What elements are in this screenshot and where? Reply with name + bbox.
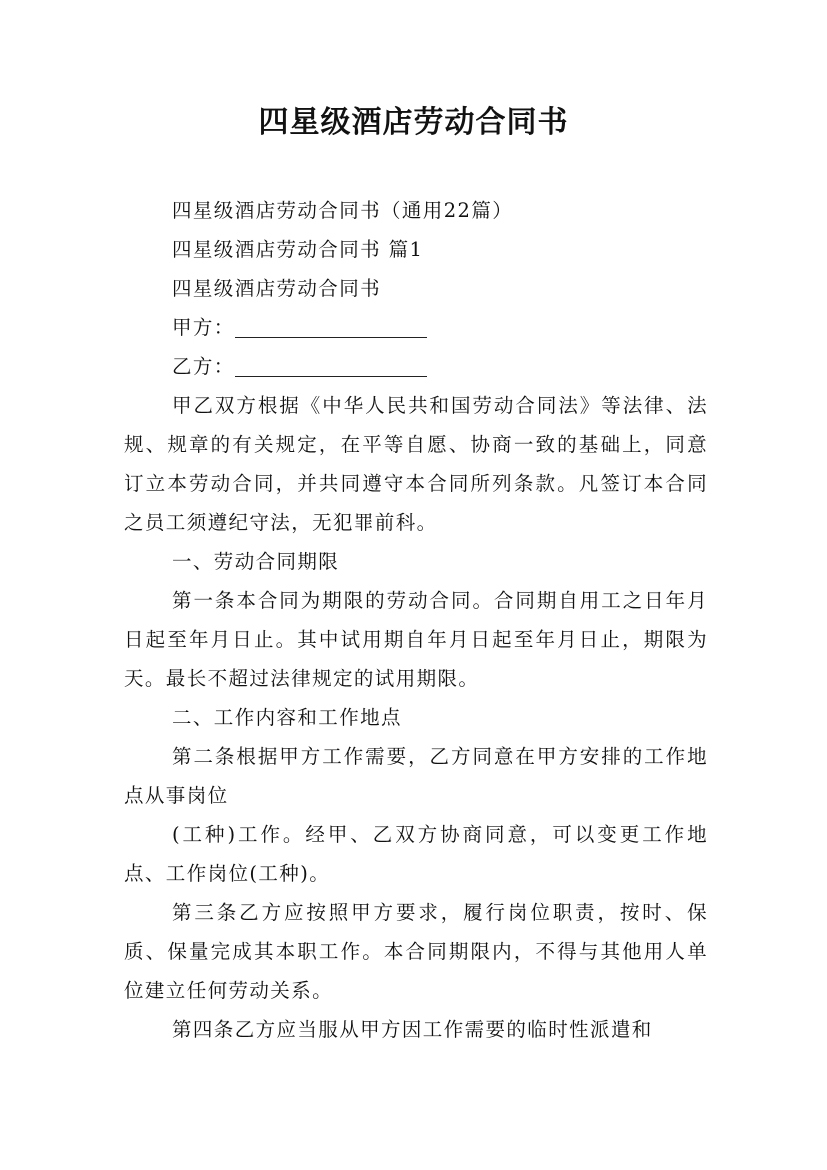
intro-paragraph: 甲乙双方根据《中华人民共和国劳动合同法》等法律、法规、规章的有关规定，在平等自愿、协商一致的基础上，同意订立本劳动合同，并共同遵守本合同所列条款。凡签订本合同之员工须遵纪守法，无犯罪前科。	[124, 394, 708, 534]
section-2-heading: 二、工作内容和工作地点	[172, 706, 402, 729]
document-body	[124, 191, 708, 1049]
article-4-paragraph: 第四条乙方应当服从甲方因工作需要的临时性派遣和	[172, 1018, 653, 1041]
contract-name: 四星级酒店劳动合同书	[172, 277, 382, 300]
party-b-blank	[235, 356, 427, 377]
article-1-paragraph: 第一条本合同为期限的劳动合同。合同期自用工之日年月日起至年月日止。其中试用期自年月日起至年月日止，期限为天。最长不超过法律规定的试用期限。	[124, 589, 708, 690]
party-a-label: 甲方：	[172, 316, 235, 339]
party-b-line	[124, 347, 708, 386]
document-title: 四星级酒店劳动合同书	[258, 105, 569, 140]
document-subtitle: 四星级酒店劳动合同书（通用22篇）	[172, 199, 514, 222]
article-3-paragraph: 第三条乙方应按照甲方要求，履行岗位职责，按时、保质、保量完成其本职工作。本合同期限内，不得与其他用人单位建立任何劳动关系。	[124, 901, 708, 1002]
party-a-blank	[235, 317, 427, 338]
article-2-continuation: (工种)工作。经甲、乙双方协商同意，可以变更工作地点、工作岗位(工种)。	[124, 823, 708, 885]
article-2-paragraph: 第二条根据甲方工作需要，乙方同意在甲方安排的工作地点从事岗位	[124, 745, 708, 807]
party-b-label: 乙方：	[172, 355, 235, 378]
section-1-heading: 一、劳动合同期限	[172, 550, 340, 573]
chapter-heading: 四星级酒店劳动合同书 篇1	[172, 238, 424, 261]
party-a-line	[124, 308, 708, 347]
